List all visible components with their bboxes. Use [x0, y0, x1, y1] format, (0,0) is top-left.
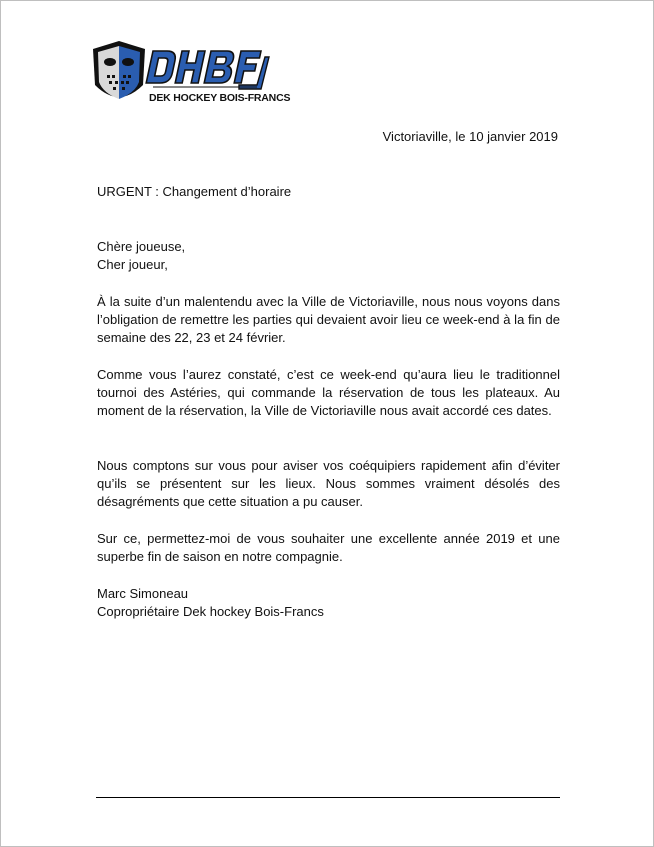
letter-paragraph: Nous comptons sur vous pour aviser vos coéquipiers rapidement afin d’éviter qu’ils se présentent sur les lieux. Nous sommes vraiment désolés des désagréments que cette situation a pu causer. [97, 458, 560, 510]
letter-paragraph: Sur ce, permettez-moi de vous souhaiter une excellente année 2019 et une superbe fin de saison en notre compagnie. [97, 531, 560, 565]
letter-signature [97, 585, 560, 621]
signature-name: Marc Simoneau [97, 586, 189, 601]
letter-paragraph: À la suite d’un malentendu avec la Ville de Victoriaville, nous nous voyons dans l’obligation de remettre les parties qui devaient avoir lieu ce week-end à la fin de semaine des 22, 23 et 24 février. [97, 294, 560, 346]
footer-divider [96, 797, 560, 798]
letter-greeting [97, 238, 560, 274]
logo-subtitle: DEK HOCKEY BOIS-FRANCS [149, 92, 291, 104]
greeting-line: Chère joueuse, [97, 239, 186, 254]
dhbf-logo [89, 37, 291, 111]
greeting-line: Cher joueur, [97, 257, 168, 273]
letter-paragraph: Comme vous l’aurez constaté, c’est ce week-end qu’aura lieu le traditionnel tournoi des Astéries, qui commande la réservation de tous les plateaux. Au moment de la réservation, la Ville de Victoriaville nous avait accordé ces dates. [97, 367, 560, 419]
signature-title: Copropriétaire Dek hockey Bois-Francs [97, 604, 324, 620]
letter-subject: URGENT : Changement d’horaire [97, 184, 292, 199]
letter-date: Victoriaville, le 10 janvier 2019 [382, 129, 558, 144]
